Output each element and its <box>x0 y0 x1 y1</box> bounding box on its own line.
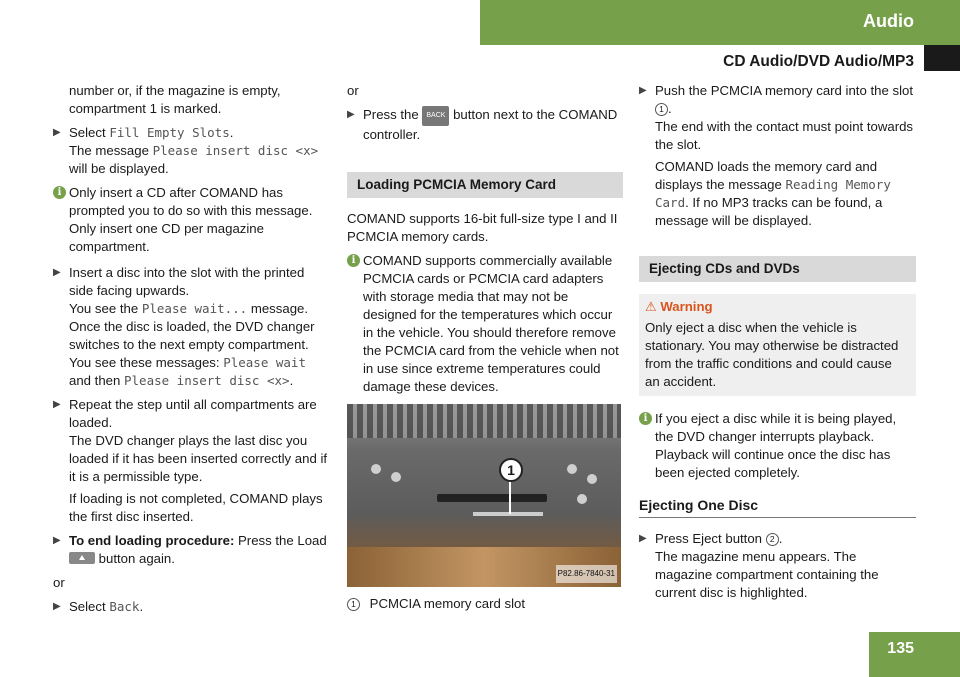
text <box>655 158 916 230</box>
warning-text: Only eject a disc when the vehicle is stationary. You may otherwise be distracted from the traffic conditions and could cause an accident. <box>645 320 899 389</box>
text: COMAND loads the memory card and displays the message <box>655 159 878 192</box>
column-3 <box>639 82 916 608</box>
info-icon: i <box>639 412 652 425</box>
number-marker: 1 <box>347 598 360 611</box>
arrow-icon: ▶ <box>639 85 647 96</box>
step-push-card <box>639 82 916 230</box>
info-text: Only insert a CD after COMAND has prompted you to do so with this message. Only insert one CD per magazine compartment. <box>69 185 313 254</box>
info-note <box>53 184 331 256</box>
bold-text: To end loading procedure: <box>69 533 235 548</box>
control-button <box>371 464 381 474</box>
subheading: Ejecting One Disc <box>639 496 916 518</box>
info-text: COMAND supports commercially available PCMCIA cards or PCMCIA card adapters with storage media that may not be designed for the temperatures which occur in the vehicle. You should therefore remove the PCMCIA card from the vehicle when not in use since extreme temperatures could damage these devices. <box>363 253 619 394</box>
column-1 <box>53 82 331 622</box>
or-text: or <box>53 575 65 590</box>
text: . <box>139 599 144 614</box>
load-button-icon <box>69 552 95 564</box>
step-end-loading <box>53 532 331 568</box>
text: Press the <box>363 107 423 122</box>
info-text: If you eject a disc while it is being played, the DVD changer interrupts playback. Playback will continue once the disc has been ejected completely. <box>655 411 897 480</box>
info-icon: i <box>53 186 66 199</box>
arrow-icon: ▶ <box>53 535 61 546</box>
control-button <box>577 494 587 504</box>
back-key-icon: BACK <box>422 106 449 126</box>
comand-photo <box>347 404 621 587</box>
warning-box <box>639 294 916 396</box>
warning-title: Warning <box>660 299 713 314</box>
arrow-icon: ▶ <box>53 267 61 278</box>
display-text: Fill Empty Slots <box>109 125 230 140</box>
text: . If no MP3 tracks can be found, a message will be displayed. <box>655 195 883 228</box>
header-section-bar <box>480 0 960 45</box>
text: Select <box>69 125 110 140</box>
photo-code: P82.86-7840-31 <box>556 565 617 583</box>
text: Push the PCMCIA memory card into the slot <box>655 83 913 98</box>
info-icon: i <box>347 254 360 267</box>
header-subsection-title: CD Audio/DVD Audio/MP3 <box>723 53 914 70</box>
text: . <box>229 125 234 140</box>
paragraph: number or, if the magazine is empty, compartment 1 is marked. <box>69 83 281 116</box>
info-note <box>639 410 916 482</box>
warning-icon: ⚠ <box>645 299 657 314</box>
column-2 <box>347 82 623 619</box>
or-text: or <box>347 83 359 98</box>
control-button <box>391 472 401 482</box>
text: and then <box>69 373 124 388</box>
photo-legend <box>347 595 623 613</box>
text: Repeat the step until all compartments are loaded. <box>69 397 317 430</box>
text: Insert a disc into the slot with the printed side facing upwards. <box>69 265 305 298</box>
display-text: Please insert disc <x> <box>124 373 290 388</box>
paragraph: COMAND supports 16-bit full-size type I and II PCMCIA memory cards. <box>347 211 618 244</box>
text: button next to the COMAND controller. <box>363 107 618 142</box>
page-number: 135 <box>887 640 914 657</box>
text: The magazine menu appears. The magazine compartment containing the current disc is highlighted. <box>655 549 879 600</box>
display-text: Reading Memory Card <box>655 177 891 210</box>
text: will be displayed. <box>69 161 169 176</box>
air-vent <box>347 404 621 438</box>
step-select-back <box>53 598 331 616</box>
arrow-icon: ▶ <box>347 109 355 120</box>
text: Press Eject button <box>655 531 766 546</box>
arrow-icon: ▶ <box>53 127 61 138</box>
text: The DVD changer plays the last disc you loaded if it has been inserted correctly and if it is a permissible type. <box>69 433 328 484</box>
text: Select <box>69 599 110 614</box>
text: The end with the contact must point towards the slot. <box>655 119 914 152</box>
display-text: Please wait... <box>141 301 248 316</box>
step-repeat <box>53 396 331 526</box>
page-number-box <box>869 632 960 677</box>
step-insert-disc <box>53 264 331 390</box>
text: Press the Load <box>234 533 327 548</box>
warning-header <box>645 298 910 316</box>
pcmcia-slot <box>473 512 543 516</box>
section-heading: Ejecting CDs and DVDs <box>639 256 916 282</box>
text: The message <box>69 143 153 158</box>
control-button <box>567 464 577 474</box>
display-text: Please wait <box>223 355 306 370</box>
arrow-icon: ▶ <box>53 601 61 612</box>
info-note <box>347 252 623 396</box>
text: If loading is not completed, COMAND plays the first disc inserted. <box>69 491 323 524</box>
callout-marker: 1 <box>499 458 523 482</box>
text: message. <box>247 301 309 316</box>
display-text: Please insert disc <x> <box>152 143 319 158</box>
text: button again. <box>95 551 175 566</box>
disc-slot <box>437 494 547 502</box>
text: You see the <box>69 301 142 316</box>
text: PCMCIA memory card slot <box>369 596 526 611</box>
step-press-eject <box>639 530 916 602</box>
number-marker: 1 <box>655 103 668 116</box>
header-marker <box>924 45 960 71</box>
text: . <box>778 531 783 546</box>
text: Once the disc is loaded, the DVD changer switches to the next empty compartment. You see these messages: <box>69 319 315 370</box>
arrow-icon: ▶ <box>639 533 647 544</box>
section-heading: Loading PCMCIA Memory Card <box>347 172 623 198</box>
step-press-back <box>347 106 623 144</box>
arrow-icon: ▶ <box>53 399 61 410</box>
text: . <box>668 101 672 116</box>
callout-line <box>509 480 511 514</box>
text: . <box>289 373 294 388</box>
number-marker: 2 <box>766 533 779 546</box>
header-section-title: Audio <box>863 11 914 31</box>
display-text: Back <box>109 599 140 614</box>
control-button <box>587 474 597 484</box>
step-select-fill-empty-slots <box>53 124 331 178</box>
